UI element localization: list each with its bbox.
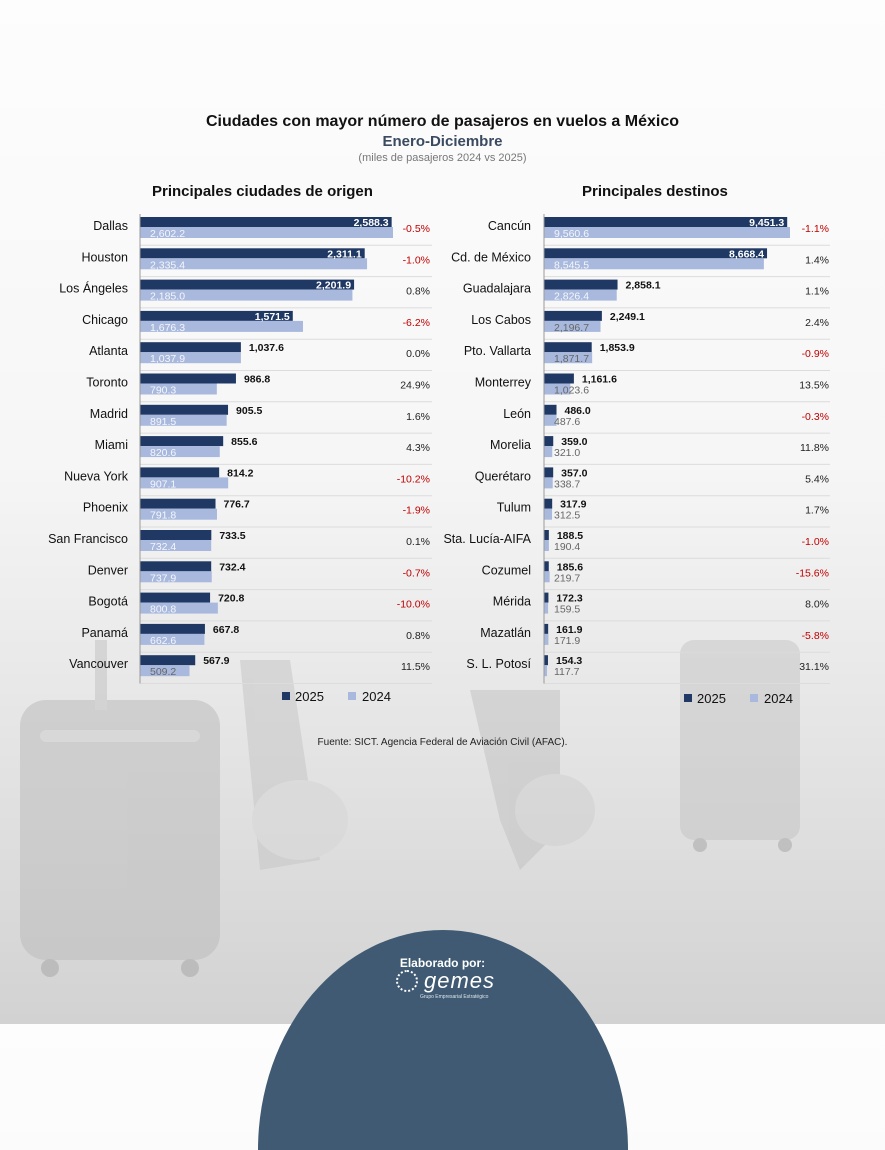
category-label: Atlanta [89, 344, 128, 359]
change-percent: 0.1% [406, 536, 430, 548]
category-label: Phoenix [82, 500, 128, 515]
category-label: Guadalajara [462, 281, 531, 296]
legend-swatch-2025 [684, 694, 692, 702]
data-label-2025: 2,311.1 [327, 248, 362, 261]
data-label-2024: 321.0 [554, 447, 581, 460]
data-label-2025: 9,451.3 [749, 217, 785, 229]
bar-2025 [544, 624, 548, 634]
legend-label-2024: 2024 [764, 691, 793, 706]
bar-2024 [544, 446, 552, 457]
data-label-2024: 2,602.2 [150, 228, 186, 240]
change-percent: 1.1% [805, 285, 829, 298]
category-label: Mérida [492, 594, 531, 609]
category-label: Denver [87, 563, 128, 578]
change-percent: -10.2% [396, 473, 430, 486]
footer-label: Elaborado por: [399, 956, 486, 970]
bar-2025 [544, 374, 574, 384]
change-percent: 1.4% [805, 254, 829, 267]
logo-text: gemes [424, 968, 496, 993]
data-label-2025: 2,858.1 [625, 279, 661, 292]
bar-2025 [544, 593, 548, 603]
category-label: Monterrey [474, 375, 531, 390]
data-label-2025: 359.0 [561, 436, 588, 449]
data-label-2024: 219.7 [554, 572, 581, 585]
change-percent: -10.0% [396, 598, 430, 611]
bar-2025 [140, 374, 236, 384]
bar-2025 [544, 342, 592, 352]
bar-2025 [544, 467, 553, 477]
data-label-2024: 171.9 [554, 634, 581, 647]
chart-title: Ciudades con mayor número de pasajeros en vuelos a México [205, 113, 680, 130]
data-label-2024: 117.7 [554, 666, 580, 679]
change-percent: -6.2% [402, 316, 430, 329]
data-label-2024: 737.9 [150, 572, 177, 585]
bar-2024 [544, 634, 548, 645]
bar-2025 [140, 342, 241, 352]
legend-label-2025: 2025 [295, 689, 324, 704]
change-percent: 24.9% [400, 379, 430, 392]
change-percent: 11.5% [401, 661, 430, 674]
data-label-2024: 732.4 [150, 541, 177, 553]
change-percent: 13.5% [799, 379, 829, 392]
bar-2025 [544, 655, 548, 665]
category-label: Cozumel [481, 563, 531, 578]
data-label-2024: 662.6 [150, 634, 177, 647]
data-label-2025: 188.5 [556, 530, 584, 542]
data-label-2025: 667.8 [212, 623, 240, 636]
change-percent: -0.3% [801, 410, 829, 423]
data-label-2025: 720.8 [218, 592, 245, 605]
bar-2025 [140, 405, 228, 415]
data-label-2024: 487.6 [554, 415, 581, 428]
change-percent: 2.4% [805, 316, 829, 329]
category-label: Panamá [81, 625, 128, 640]
data-label-2025: 161.9 [556, 623, 583, 636]
bar-2025 [544, 311, 602, 321]
category-label: Nueva York [64, 469, 128, 484]
category-label: Cd. de México [451, 250, 531, 265]
data-label-2024: 2,826.4 [554, 290, 590, 303]
category-label: S. L. Potosí [466, 657, 531, 672]
change-percent: -1.0% [801, 536, 829, 548]
data-label-2025: 1,571.5 [254, 310, 290, 323]
change-percent: 8.0% [805, 598, 829, 611]
data-label-2024: 1,871.7 [554, 353, 590, 366]
data-label-2025: 8,668.4 [728, 248, 765, 261]
data-label-2025: 1,161.6 [581, 373, 617, 386]
category-label: Madrid [89, 406, 128, 421]
change-percent: 0.0% [406, 348, 430, 361]
change-percent: -0.5% [402, 223, 430, 235]
category-label: Sta. Lucía-AIFA [443, 532, 531, 546]
change-percent: -0.9% [801, 348, 829, 361]
bar-2024 [544, 540, 549, 551]
bar-2024 [544, 603, 548, 614]
bar-2024 [544, 477, 553, 488]
data-label-2024: 9,560.6 [554, 228, 590, 240]
origin-panel-title: Principales ciudades de origen [152, 183, 373, 200]
data-label-2025: 154.3 [555, 655, 583, 668]
bar-2025 [544, 280, 618, 290]
category-label: Toronto [86, 375, 128, 390]
data-label-2024: 1,037.9 [150, 353, 186, 366]
bar-2025 [140, 467, 219, 477]
category-label: Mazatlán [480, 625, 531, 640]
data-label-2025: 776.7 [223, 498, 250, 511]
data-label-2025: 2,588.3 [353, 217, 389, 229]
bar-2025 [140, 624, 205, 634]
data-label-2025: 2,201.9 [316, 279, 352, 292]
destination-panel-title: Principales destinos [582, 183, 728, 200]
bar-2025 [544, 499, 552, 509]
data-label-2025: 1,853.9 [599, 342, 635, 355]
legend-swatch-2024 [348, 692, 356, 700]
legend-label-2025: 2025 [697, 691, 726, 706]
logo-tagline: Grupo Empresarial Estratégico [420, 994, 489, 1000]
bar-2024 [544, 571, 550, 582]
category-label: Los Ángeles [59, 281, 128, 296]
legend-label-2024: 2024 [362, 689, 391, 704]
change-percent: -15.6% [795, 567, 829, 580]
bar-2025 [544, 561, 549, 571]
data-label-2024: 891.5 [150, 415, 177, 428]
data-label-2024: 800.8 [150, 603, 177, 616]
data-label-2024: 8,545.5 [554, 259, 590, 272]
change-percent: -0.7% [402, 567, 430, 580]
category-label: León [503, 406, 531, 421]
data-label-2024: 1,676.3 [150, 321, 186, 334]
legend-swatch-2024 [750, 694, 758, 702]
data-label-2024: 509.2 [150, 666, 177, 679]
category-label: Pto. Vallarta [463, 344, 531, 359]
category-label: Miami [94, 438, 128, 453]
change-percent: 1.7% [805, 504, 829, 517]
bar-2025 [140, 593, 210, 603]
bar-2025 [140, 436, 223, 446]
change-percent: -1.1% [801, 223, 829, 235]
change-percent: 1.6% [406, 410, 430, 423]
change-percent: 0.8% [406, 285, 430, 298]
data-label-2024: 2,196.7 [554, 321, 590, 334]
category-label: San Francisco [48, 532, 128, 546]
change-percent: 4.3% [406, 442, 430, 455]
data-label-2024: 2,335.4 [150, 259, 186, 272]
bar-2025 [544, 530, 549, 540]
data-label-2024: 1,023.6 [554, 384, 590, 397]
data-label-2024: 190.4 [554, 541, 581, 553]
data-label-2025: 905.5 [236, 404, 263, 417]
data-label-2025: 357.0 [561, 467, 588, 480]
data-label-2025: 814.2 [227, 467, 254, 480]
data-label-2025: 986.8 [243, 373, 271, 386]
category-label: Querétaro [474, 469, 531, 484]
data-label-2025: 486.0 [564, 404, 591, 417]
bar-2025 [140, 561, 211, 571]
data-label-2024: 907.1 [150, 478, 177, 491]
data-label-2025: 2,249.1 [609, 310, 645, 323]
change-percent: 31.1% [799, 661, 829, 674]
data-label-2024: 820.6 [150, 447, 177, 460]
data-label-2025: 172.3 [556, 592, 583, 605]
change-percent: -1.0% [402, 254, 430, 267]
bar-2025 [544, 436, 553, 446]
data-label-2024: 790.3 [150, 384, 177, 397]
data-label-2025: 733.5 [219, 530, 246, 542]
data-label-2025: 1,037.6 [248, 342, 284, 355]
bar-2025 [544, 405, 557, 415]
logo-mark-icon [396, 970, 418, 992]
category-label: Cancún [487, 219, 531, 233]
bar-2025 [140, 499, 216, 509]
data-label-2025: 567.9 [203, 655, 230, 668]
bar-2025 [140, 655, 195, 665]
change-percent: 0.8% [406, 629, 430, 642]
data-label-2025: 732.4 [219, 561, 246, 574]
gemes-logo [396, 970, 495, 992]
data-label-2024: 338.7 [554, 478, 581, 491]
category-label: Houston [81, 250, 128, 265]
chart-subtitle: Enero-Diciembre [382, 133, 503, 150]
data-label-2025: 855.6 [231, 436, 258, 449]
chart-units-note: (miles de pasajeros 2024 vs 2025) [358, 152, 527, 164]
category-label: Tulum [496, 500, 531, 515]
change-percent: 5.4% [805, 473, 829, 486]
change-percent: -5.8% [801, 629, 829, 642]
category-label: Morelia [490, 438, 531, 453]
data-label-2025: 185.6 [556, 561, 584, 574]
bar-2025 [140, 530, 211, 540]
change-percent: -1.9% [402, 504, 430, 517]
data-label-2025: 317.9 [560, 498, 587, 511]
bar-2024 [544, 509, 552, 520]
category-label: Vancouver [69, 657, 128, 672]
change-percent: 11.8% [800, 442, 829, 455]
category-label: Los Cabos [471, 312, 531, 327]
data-label-2024: 791.8 [150, 509, 177, 522]
category-label: Chicago [82, 312, 128, 327]
data-label-2024: 312.5 [554, 509, 581, 522]
category-label: Dallas [93, 219, 128, 233]
category-label: Bogotá [88, 594, 128, 609]
data-label-2024: 2,185.0 [150, 290, 186, 303]
legend-swatch-2025 [282, 692, 290, 700]
source-note: Fuente: SICT. Agencia Federal de Aviación Civil (AFAC). [317, 737, 568, 748]
data-label-2024: 159.5 [554, 603, 581, 616]
